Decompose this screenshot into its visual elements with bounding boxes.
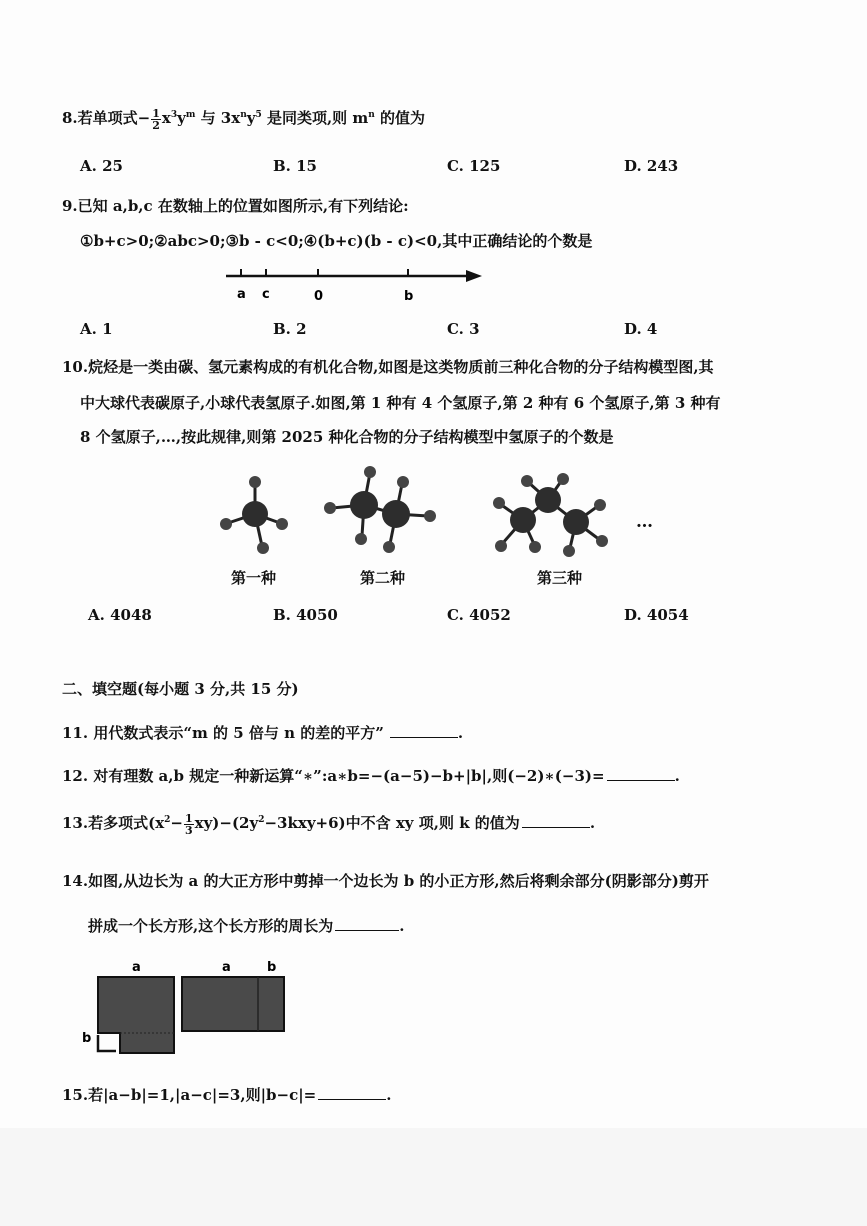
question-8-stem: 8.若单项式− $\frac{1}{2}$ $x^3y^m$ 与 $3x^ny^5$ 是同类项,则 $m^n$ 的值为	[62, 106, 426, 132]
q15-answer-blank[interactable]	[318, 1085, 386, 1100]
q8-option-d: D. 243	[624, 157, 679, 175]
hydrogen-atom	[424, 510, 436, 522]
hydrogen-atom	[397, 476, 409, 488]
label-a-left: a	[132, 960, 141, 975]
axis-label-c: c	[262, 287, 270, 302]
carbon-atom	[350, 491, 378, 519]
q11-answer-blank[interactable]	[390, 723, 458, 738]
q9-option-b: B. 2	[273, 320, 307, 338]
question-9-conclusions: ①b+c>0;②abc>0;③b - c<0;④(b+c)(b - c)<0,其中正确结论的个数是	[80, 232, 593, 250]
molecule-ellipsis: …	[636, 512, 653, 532]
hydrogen-atom	[557, 473, 569, 485]
square-rectangle-figure	[76, 955, 291, 1055]
q10-option-a: A. 4048	[88, 606, 152, 624]
axis-label-a: a	[237, 287, 246, 302]
molecule-2-figure	[320, 460, 440, 560]
q14-answer-blank[interactable]	[335, 916, 399, 931]
page-bottom-band	[0, 1128, 867, 1226]
removed-small-square-corner	[98, 1035, 116, 1051]
question-13: 13.若多项式($x^2-$ $\frac{1}{3}$ $xy)-(2y^2-3kxy+6)$中不含 xy 项,则 k 的值为 .	[62, 811, 596, 837]
molecule-1-figure	[210, 468, 302, 560]
molecule-3-figure	[488, 470, 618, 562]
caption-second: 第二种	[360, 569, 406, 587]
q8-option-c: C. 125	[447, 157, 501, 175]
question-12: 12. 对有理数 a,b 规定一种新运算“∗”:a∗b=−(a−5)−b+|b|,则(−2)∗(−3)= .	[62, 767, 680, 785]
label-a-right: a	[222, 960, 231, 975]
hydrogen-atom	[596, 535, 608, 547]
hydrogen-atom	[364, 466, 376, 478]
hydrogen-atom	[563, 545, 575, 557]
shaded-square-remainder	[98, 977, 174, 1053]
q10-option-d: D. 4054	[624, 606, 689, 624]
hydrogen-atom	[594, 499, 606, 511]
q10-option-c: C. 4052	[447, 606, 511, 624]
hydrogen-atom	[495, 540, 507, 552]
q12-answer-blank[interactable]	[607, 766, 675, 781]
q8-option-b: B. 15	[273, 157, 317, 175]
hydrogen-atom	[529, 541, 541, 553]
caption-third: 第三种	[537, 569, 583, 587]
hydrogen-atom	[324, 502, 336, 514]
carbon-atom	[242, 501, 268, 527]
shaded-rectangle	[182, 977, 284, 1031]
q9-option-c: C. 3	[447, 320, 480, 338]
question-10-line-2: 中大球代表碳原子,小球代表氢原子.如图,第 1 种有 4 个氢原子,第 2 种有 6 个氢原子,第 3 种有	[80, 394, 721, 412]
carbon-atom	[382, 500, 410, 528]
hydrogen-atom	[276, 518, 288, 530]
section-2-title: 二、填空题(每小题 3 分,共 15 分)	[62, 680, 299, 698]
hydrogen-atom	[220, 518, 232, 530]
q10-option-b: B. 4050	[273, 606, 338, 624]
number-line-arrow	[466, 270, 482, 282]
carbon-atom	[563, 509, 589, 535]
question-14-line-1: 14.如图,从边长为 a 的大正方形中剪掉一个边长为 b 的小正方形,然后将剩余部分(阴影部分)剪开	[62, 872, 709, 890]
q9-option-a: A. 1	[80, 320, 113, 338]
hydrogen-atom	[257, 542, 269, 554]
hydrogen-atom	[521, 475, 533, 487]
q13-answer-blank[interactable]	[522, 813, 590, 828]
hydrogen-atom	[493, 497, 505, 509]
caption-first: 第一种	[231, 569, 277, 587]
question-15: 15.若|a−b|=1,|a−c|=3,则|b−c|= .	[62, 1086, 392, 1104]
fraction-one-third: $\frac{1}{3}$	[184, 811, 193, 837]
hydrogen-atom	[355, 533, 367, 545]
hydrogen-atom	[383, 541, 395, 553]
carbon-atom	[510, 507, 536, 533]
fraction-one-half: $\frac{1}{2}$	[152, 106, 160, 132]
hydrogen-atom	[249, 476, 261, 488]
label-b-left: b	[82, 1031, 92, 1046]
question-10-line-3: 8 个氢原子,…,按此规律,则第 2025 种化合物的分子结构模型中氢原子的个数是	[80, 428, 614, 446]
q9-option-d: D. 4	[624, 320, 658, 338]
q8-option-a: A. 25	[80, 157, 123, 175]
question-11: 11. 用代数式表示“m 的 5 倍与 n 的差的平方” .	[62, 724, 464, 742]
question-9-stem: 9.已知 a,b,c 在数轴上的位置如图所示,有下列结论:	[62, 197, 409, 215]
carbon-atom	[535, 487, 561, 513]
question-14-line-2: 拼成一个长方形,这个长方形的周长为 .	[88, 917, 405, 935]
number-line-figure	[220, 262, 490, 308]
axis-label-b: b	[404, 289, 414, 304]
axis-label-zero: 0	[314, 289, 324, 304]
label-b-right: b	[267, 960, 277, 975]
question-10-line-1: 10.烷烃是一类由碳、氢元素构成的有机化合物,如图是这类物质前三种化合物的分子结构模型图,其	[62, 358, 714, 376]
